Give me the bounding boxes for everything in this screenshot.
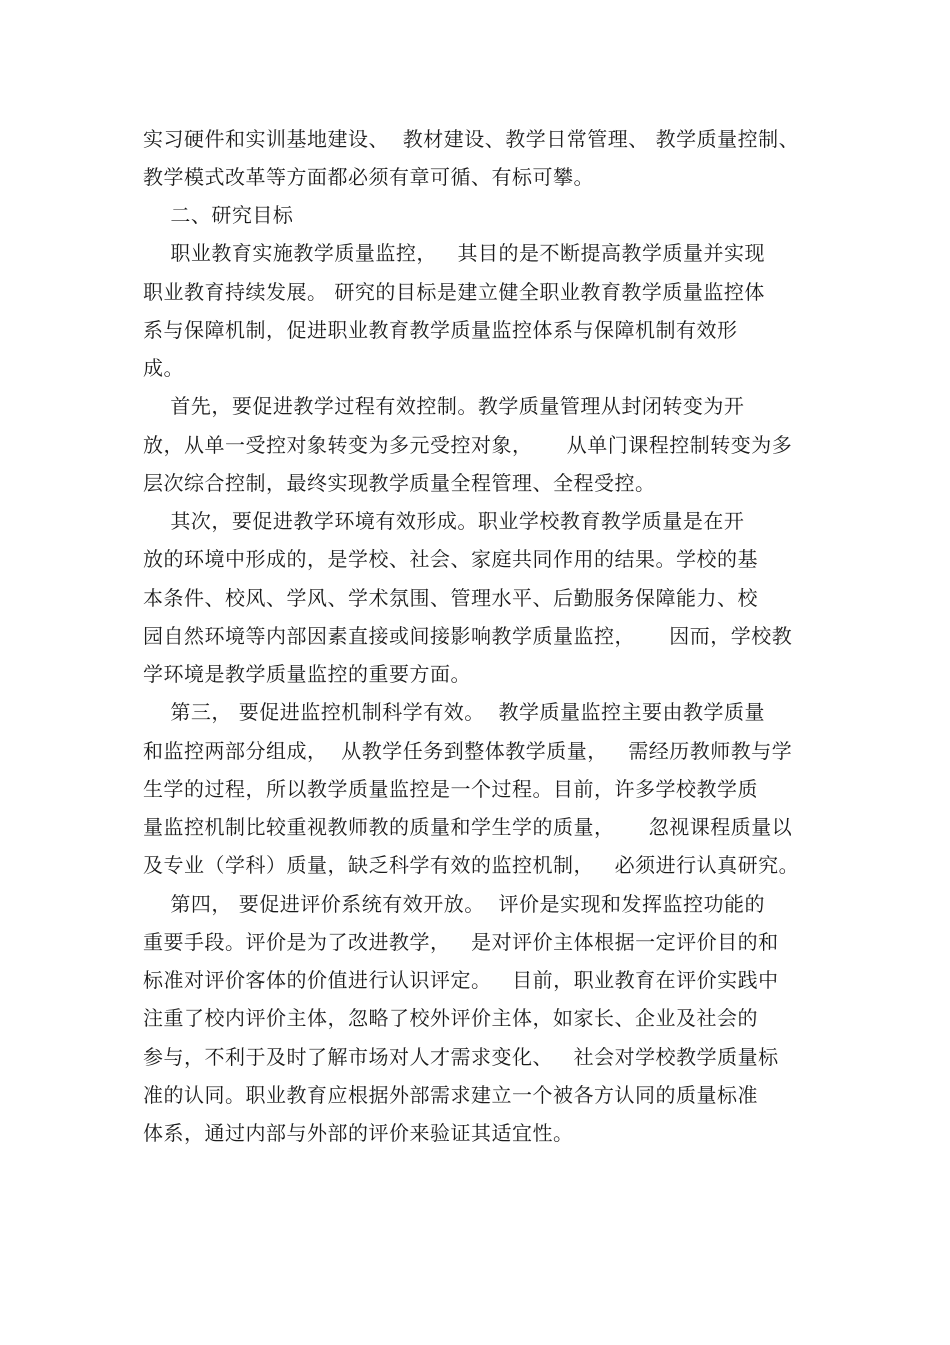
text-line: 其次，要促进教学环境有效形成。职业学校教育教学质量是在开 [143, 509, 745, 533]
text-line: 参与，不利于及时了解市场对人才需求变化、 社会对学校教学质量标 [143, 1045, 779, 1069]
text-line: 系与保障机制，促进职业教育教学质量监控体系与保障机制有效形 [143, 318, 738, 342]
text-line: 职业教育实施教学质量监控， 其目的是不断提高教学质量并实现 [143, 241, 766, 265]
text-line: 第三， 要促进监控机制科学有效。 教学质量监控主要由教学质量 [143, 700, 766, 724]
text-line: 本条件、校风、学风、学术氛围、管理水平、后勤服务保障能力、校 [143, 586, 758, 610]
section-heading: 二、研究目标 [143, 203, 294, 227]
text-line: 首先，要促进教学过程有效控制。教学质量管理从封闭转变为开 [143, 394, 745, 418]
text-line: 准的认同。职业教育应根据外部需求建立一个被各方认同的质量标准 [143, 1083, 758, 1107]
text-line: 第四， 要促进评价系统有效开放。 评价是实现和发挥监控功能的 [143, 892, 766, 916]
text-line: 成。 [143, 356, 184, 380]
text-line: 教学模式改革等方面都必须有章可循、有标可攀。 [143, 165, 594, 189]
text-line: 实习硬件和实训基地建设、 教材建设、教学日常管理、 教学质量控制、 [143, 127, 800, 151]
text-line: 标准对评价客体的价值进行认识评定。 目前，职业教育在评价实践中 [143, 968, 779, 992]
text-line: 体系，通过内部与外部的评价来验证其适宜性。 [143, 1121, 574, 1145]
text-line: 层次综合控制，最终实现教学质量全程管理、全程受控。 [143, 471, 656, 495]
text-line: 生学的过程，所以教学质量监控是一个过程。目前，许多学校教学质 [143, 777, 758, 801]
text-line: 学环境是教学质量监控的重要方面。 [143, 662, 471, 686]
text-line: 职业教育持续发展。 研究的目标是建立健全职业教育教学质量监控体 [143, 280, 765, 304]
text-line: 及专业（学科）质量，缺乏科学有效的监控机制， 必须进行认真研究。 [143, 853, 800, 877]
text-line: 放的环境中形成的，是学校、社会、家庭共同作用的结果。学校的基 [143, 547, 758, 571]
text-line: 和监控两部分组成， 从教学任务到整体教学质量， 需经历教师教与学 [143, 739, 793, 763]
text-line: 量监控机制比较重视教师教的质量和学生学的质量， 忽视课程质量以 [143, 815, 793, 839]
text-line: 重要手段。评价是为了改进教学， 是对评价主体根据一定评价目的和 [143, 930, 779, 954]
text-line: 注重了校内评价主体，忽略了校外评价主体，如家长、企业及社会的 [143, 1006, 758, 1030]
text-line: 放，从单一受控对象转变为多元受控对象， 从单门课程控制转变为多 [143, 433, 793, 457]
text-line: 园自然环境等内部因素直接或间接影响教学质量监控， 因而，学校教 [143, 624, 793, 648]
